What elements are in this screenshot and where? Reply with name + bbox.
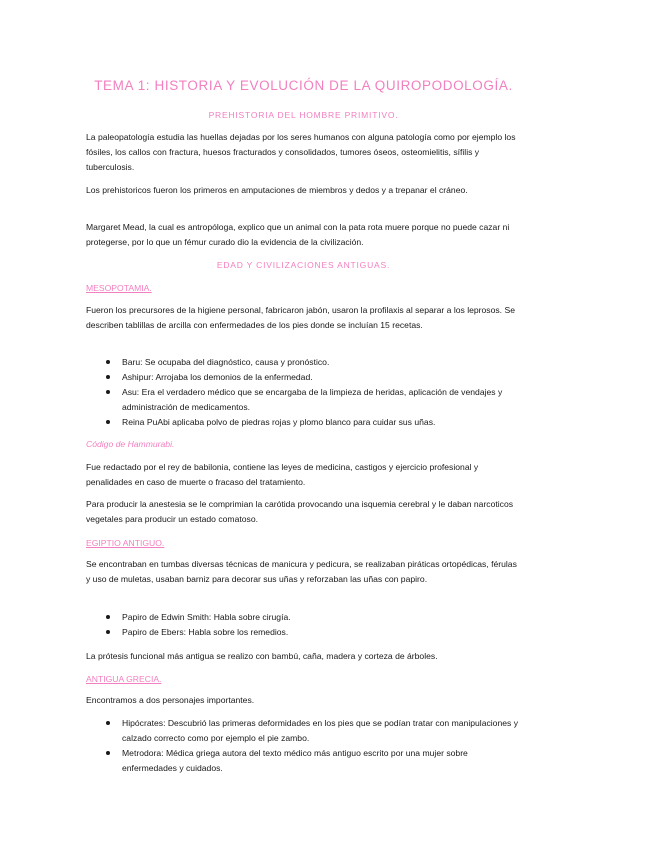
paragraph-egipto: Se encontraban en tumbas diversas técnicas de manicura y pedicura, se realizaban piráticas ortopédicas, férulas y uso de muletas, usaban barniz para decorar sus uñas y reforzaban las uñas con papiro. xyxy=(86,559,517,584)
list-item xyxy=(122,385,521,415)
section-heading-egipto: EGIPTIO ANTIGUO. xyxy=(86,538,165,548)
list-item-text: Ashipur: Arrojaba los demonios de la enfermedad. xyxy=(122,372,313,382)
list-item xyxy=(122,716,521,746)
list-item xyxy=(122,610,521,625)
list-item-text: Papiro de Ebers: Habla sobre los remedios. xyxy=(122,627,289,637)
paragraph-margaret-mead: Margaret Mead, la cual es antropóloga, explico que un animal con la pata rota muere porque no puede cazar ni protegerse, por lo que un fémur curado dio la evidencia de la civilización. xyxy=(86,222,510,247)
list-item-text: Papiro de Edwin Smith: Habla sobre cirugía. xyxy=(122,612,291,622)
section-heading-edad: EDAD Y CIVILIZACIONES ANTIGUAS. xyxy=(216,260,391,270)
bullet-icon xyxy=(106,615,110,619)
list-item xyxy=(122,415,521,430)
list-item xyxy=(122,370,521,385)
paragraph-anestesia: Para producir la anestesia se le comprimian la carótida provocando una isquemia cerebral y le daban narcoticos vegetales para producir un estado comatoso. xyxy=(86,499,514,524)
section-heading-mesopotamia: MESOPOTAMIA. xyxy=(86,283,152,293)
list-item-text: Reina PuAbi aplicaba polvo de piedras rojas y plomo blanco para cuidar sus uñas. xyxy=(122,417,436,427)
paragraph-hammurabi: Fue redactado por el rey de babilonia, contiene las leyes de medicina, castigos y ejercicio profesional y penalidades en caso de muerte o fracaso del tratamiento. xyxy=(86,462,479,487)
page-title: TEMA 1: HISTORIA Y EVOLUCIÓN DE LA QUIROPODOLOGÍA. xyxy=(94,78,513,93)
bullet-icon xyxy=(106,375,110,379)
grecia-list xyxy=(86,716,521,776)
section-heading-hammurabi: Código de Hammurabi. xyxy=(86,439,175,449)
paragraph-paleopatologia: La paleopatología estudia las huellas dejadas por los seres humanos con alguna patología como por ejemplo los fósiles, los callos con fractura, huesos fracturados y consolidados, tumores óseos, osteomielitis, sífilis y tuberculosis. xyxy=(86,132,516,172)
paragraph-prehistoricos: Los prehistoricos fueron los primeros en amputaciones de miembros y dedos y a trepanar el cráneo. xyxy=(86,185,468,195)
bullet-icon xyxy=(106,360,110,364)
list-item-text: Hipócrates: Descubrió las primeras deformidades en los pies que se podían tratar con manipulaciones y calzado correcto como por ejemplo el pie zambo. xyxy=(122,718,518,743)
mesopotamia-list xyxy=(86,355,521,430)
section-heading-grecia: ANTIGUA GRECIA. xyxy=(86,674,162,684)
bullet-icon xyxy=(106,721,110,725)
bullet-icon xyxy=(106,420,110,424)
bullet-icon xyxy=(106,390,110,394)
paragraph-mesopotamia: Fueron los precursores de la higiene personal, fabricaron jabón, usaron la profilaxis al separar a los leprosos. Se describen tablillas de arcilla con enfermedades de los pies donde se incluían 15 recetas. xyxy=(86,305,515,330)
list-item xyxy=(122,746,521,776)
paragraph-protesis: La prótesis funcional más antigua se realizo con bambú, caña, madera y corteza de árboles. xyxy=(86,651,438,661)
list-item-text: Asu: Era el verdadero médico que se encargaba de la limpieza de heridas, aplicación de vendajes y administración de medicamentos. xyxy=(122,387,503,412)
list-item-text: Baru: Se ocupaba del diagnóstico, causa y pronóstico. xyxy=(122,357,330,367)
section-heading-prehistoria: PREHISTORIA DEL HOMBRE PRIMITIVO. xyxy=(208,110,399,120)
list-item-text: Metrodora: Médica griega autora del texto médico más antiguo escrito por una mujer sobre enfermedades y cuidados. xyxy=(122,748,468,773)
paragraph-grecia: Encontramos a dos personajes importantes. xyxy=(86,695,255,705)
bullet-icon xyxy=(106,751,110,755)
list-item xyxy=(122,625,521,640)
egipto-list xyxy=(86,610,521,640)
list-item xyxy=(122,355,521,370)
bullet-icon xyxy=(106,630,110,634)
